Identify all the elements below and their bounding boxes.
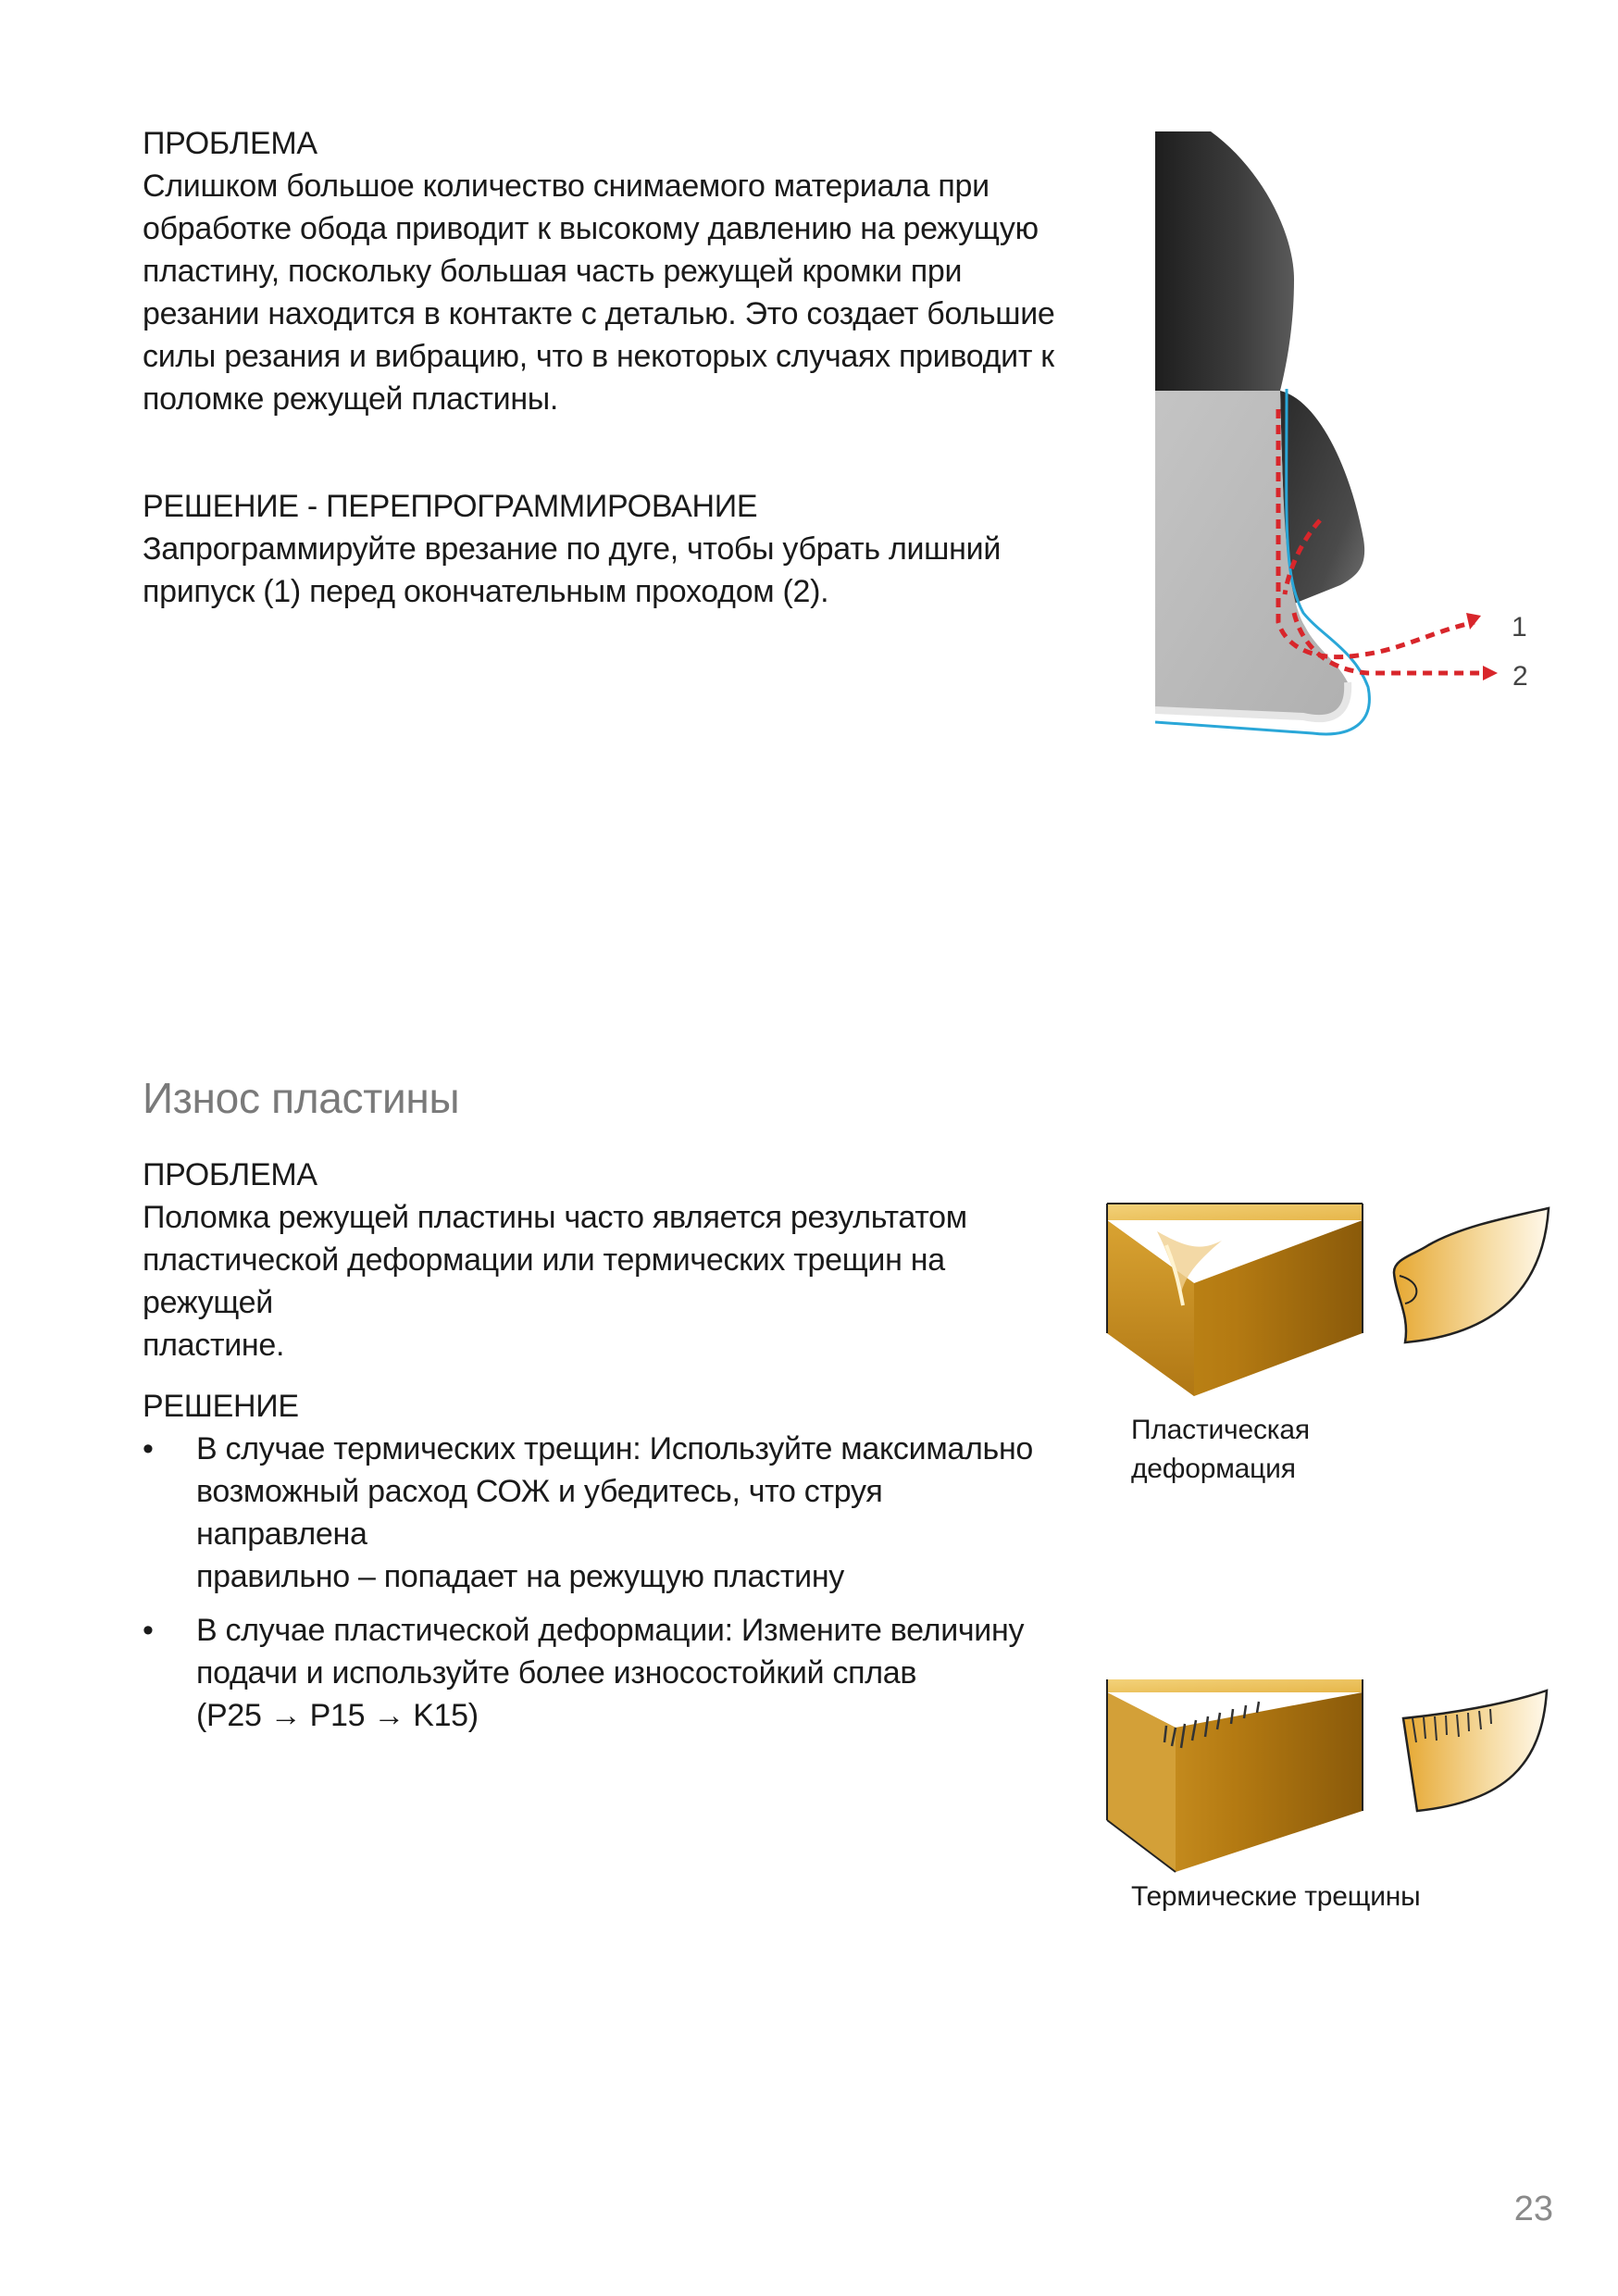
deformation-profile-illustration	[1377, 1194, 1553, 1352]
cracked-insert-illustration	[1101, 1672, 1370, 1876]
text-line: резании находится в контакте с деталью. Это создает большие	[143, 296, 1055, 331]
problem-label: ПРОБЛЕМА	[143, 126, 317, 161]
text-line: Запрограммируйте врезание по дуге, чтобы убрать лишний	[143, 531, 1002, 567]
text-line: силы резания и вибрацию, что в некоторых случаях приводит к	[143, 339, 1054, 374]
text-line: обработке обода приводит к высокому давлению на режущую	[143, 211, 1039, 246]
bullet-marker: •	[143, 1613, 154, 1648]
deformation-caption	[1131, 1411, 1464, 1489]
text-line: Слишком большое количество снимаемого материала при	[143, 168, 989, 204]
text-line: поломке режущей пластины.	[143, 381, 559, 417]
solution-list	[143, 1428, 1059, 1737]
problem-text	[143, 1196, 1059, 1366]
caption-line: деформация	[1131, 1454, 1296, 1484]
list-item	[143, 1428, 1059, 1598]
arrow-head-1	[1466, 613, 1481, 630]
text-line: припуск (1) перед окончательным проходом (2).	[143, 574, 829, 609]
text-line: В случае термических трещин: Используйте максимально	[196, 1431, 1034, 1466]
rim-machining-illustration	[1155, 131, 1553, 780]
page-number: 23	[1513, 2190, 1553, 2228]
cracks-caption: Термические трещины	[1131, 1881, 1421, 1912]
solution-block-2	[143, 1385, 1059, 1748]
list-item	[143, 1609, 1059, 1737]
problem-label: ПРОБЛЕМА	[143, 1157, 317, 1192]
text-line: пластине.	[143, 1328, 285, 1363]
deformed-insert-illustration	[1101, 1194, 1370, 1398]
bullet-marker: •	[143, 1431, 154, 1466]
solution-label: РЕШЕНИЕ	[143, 1389, 299, 1424]
problem-text	[143, 165, 1059, 420]
problem-block-1	[143, 122, 1059, 420]
arrow-head-2	[1483, 666, 1498, 680]
text-line: возможный расход СОЖ и убедитесь, что струя направлена	[196, 1474, 883, 1552]
text-line: правильно – попадает на режущую пластину	[196, 1559, 845, 1594]
cracks-profile-illustration	[1394, 1663, 1553, 1820]
toolpath-label-1: 1	[1512, 612, 1527, 643]
section-title: Износ пластины	[143, 1074, 460, 1122]
solution-block-1	[143, 485, 1059, 613]
solution-text	[143, 528, 1059, 613]
caption-line: Пластическая	[1131, 1415, 1310, 1445]
text-line: пластину, поскольку большая часть режущей кромки при	[143, 254, 963, 289]
text-line: В случае пластической деформации: Измените величину	[196, 1613, 1025, 1648]
solution-label: РЕШЕНИЕ - ПЕРЕПРОГРАММИРОВАНИЕ	[143, 489, 758, 524]
text-line: подачи и используйте более износостойкий сплав	[196, 1655, 917, 1691]
text-line: пластической деформации или термических трещин на режущей	[143, 1242, 945, 1320]
toolpath-label-2: 2	[1512, 661, 1528, 692]
problem-block-2	[143, 1154, 1059, 1366]
text-line: Поломка режущей пластины часто является результатом	[143, 1200, 967, 1235]
text-line: (P25 → P15 → K15)	[196, 1698, 479, 1733]
